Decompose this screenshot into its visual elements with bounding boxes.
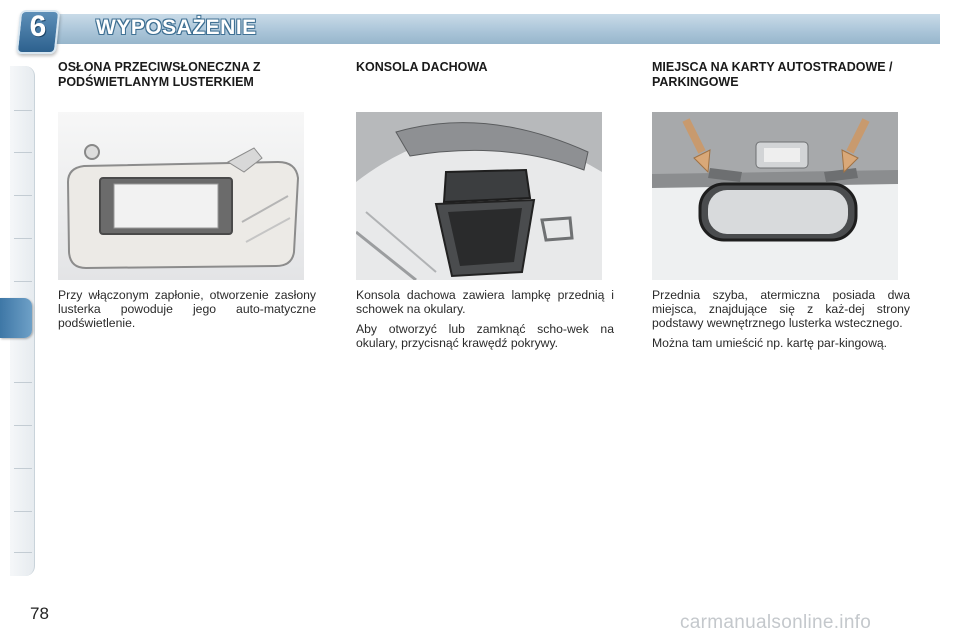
chapter-tab-7[interactable] bbox=[14, 382, 32, 383]
mirror-card-holder-illustration bbox=[652, 112, 898, 280]
page-number: 78 bbox=[30, 604, 49, 623]
chapter-tab-1[interactable] bbox=[14, 110, 32, 111]
chapter-tab-3[interactable] bbox=[14, 195, 32, 196]
section-body bbox=[652, 288, 910, 350]
chapter-tab-active[interactable] bbox=[0, 298, 32, 338]
overhead-console-illustration bbox=[356, 112, 602, 280]
paragraph: Można tam umieścić np. kartę par-kingową. bbox=[652, 336, 888, 350]
section-heading: MIEJSCA NA KARTY AUTOSTRADOWE / PARKINGOWE bbox=[652, 60, 893, 89]
chapter-tab-5[interactable] bbox=[14, 281, 32, 282]
watermark: carmanualsonline.info bbox=[680, 612, 872, 633]
chapter-tab-2[interactable] bbox=[14, 152, 32, 153]
paragraph: Konsola dachowa zawiera lampkę przednią i schowek na okulary. bbox=[356, 288, 614, 316]
paragraph: Przy włączonym zapłonie, otworzenie zasłony lusterka powoduje jego auto-matyczne podświetlenie. bbox=[58, 288, 316, 330]
section-overhead-console bbox=[356, 60, 614, 356]
section-sun-visor bbox=[58, 60, 316, 336]
chapter-tab-11[interactable] bbox=[14, 552, 32, 553]
section-body bbox=[356, 288, 614, 350]
section-heading: KONSOLA DACHOWA bbox=[356, 60, 488, 74]
section-card-holders bbox=[652, 60, 910, 356]
sun-visor-illustration bbox=[58, 112, 304, 280]
chapter-number: 6 bbox=[29, 10, 47, 43]
chapter-tab-9[interactable] bbox=[14, 468, 32, 469]
chapter-tab-8[interactable] bbox=[14, 425, 32, 426]
page-title: WYPOSAŻENIE bbox=[96, 16, 257, 39]
section-body bbox=[58, 288, 316, 330]
chapter-tab-4[interactable] bbox=[14, 238, 32, 239]
paragraph: Aby otworzyć lub zamknąć scho-wek na okulary, przycisnąć krawędź pokrywy. bbox=[356, 322, 614, 350]
chapter-tab-10[interactable] bbox=[14, 511, 32, 512]
paragraph: Przednia szyba, atermiczna posiada dwa miejsca, znajdujące się z każ-dej strony podstawy wewnętrznego lusterka wstecznego. bbox=[652, 288, 910, 330]
section-heading: OSŁONA PRZECIWSŁONECZNA Z PODŚWIETLANYM LUSTERKIEM bbox=[58, 60, 261, 89]
